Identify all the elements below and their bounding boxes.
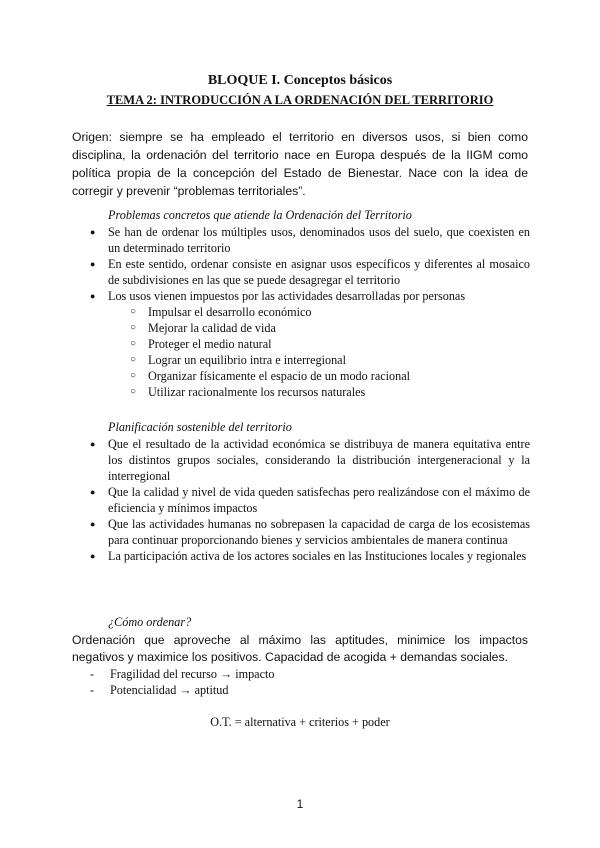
ot-formula: O.T. = alternativa + criterios + poder (210, 715, 390, 729)
how-paragraph: Ordenación que aproveche al máximo las aptitudes, minimice los impactos negativos y maximice los positivos. Capacidad de acogida + demandas sociales. (72, 633, 528, 664)
topic-title: TEMA 2: INTRODUCCIÓN A LA ORDENACIÓN DEL TERRITORIO (106, 93, 494, 107)
sublist-item: ○ Impulsar el desarrollo económico (108, 304, 530, 320)
list-item: ● La participación activa de los actores sociales en las Instituciones locales y regionales (90, 548, 530, 564)
list-item: ● En este sentido, ordenar consiste en asignar usos específicos y diferentes al mosaico de subdivisiones en las que se puede desagregar el territorio (90, 256, 530, 288)
goals-sublist (108, 304, 530, 400)
block-title: BLOQUE I. Conceptos básicos (207, 73, 393, 88)
factors-list (90, 666, 274, 698)
sublist-item: ○ Organizar físicamente el espacio de un modo racional (108, 368, 530, 384)
problems-list (90, 224, 530, 400)
planning-list (90, 436, 530, 564)
list-item: ● Que el resultado de la actividad económica se distribuya de manera equitativa entre los distintos grupos sociales, considerando la distribución intergeneracional y la interregional (90, 436, 530, 484)
sublist-item: ○ Mejorar la calidad de vida (108, 320, 530, 336)
list-item: - Potencialidad → aptitud (90, 682, 274, 698)
section-heading-planning: Planificación sostenible del territorio (108, 420, 292, 434)
list-item: ● Los usos vienen impuestos por las actividades desarrolladas por personas ○ Impulsar el desarrollo económico ○ Mejorar la calidad de vida ○ Proteger el medio natural ○ Lograr un equilibrio intra e interregional ○ Organizar físicamente el espacio de un modo racional ○ Utilizar racionalmente los recursos naturales (90, 288, 530, 400)
page-number: 1 (296, 797, 304, 811)
list-item: ● Se han de ordenar los múltiples usos, denominados usos del suelo, que coexisten en un determinado territorio (90, 224, 530, 256)
section-heading-how: ¿Cómo ordenar? (108, 615, 192, 629)
intro-paragraph: Origen: siempre se ha empleado el territorio en diversos usos, si bien como disciplina, la ordenación del territorio nace en Europa después de la IIGM como política propia de la concepción del Estado de Bienestar. Nace con la idea de corregir y prevenir “problemas territoriales”. (72, 130, 528, 198)
sublist-item: ○ Proteger el medio natural (108, 336, 530, 352)
list-item: - Fragilidad del recurso → impacto (90, 666, 274, 682)
sublist-item: ○ Utilizar racionalmente los recursos naturales (108, 384, 530, 400)
section-heading-problems: Problemas concretos que atiende la Ordenación del Territorio (108, 208, 412, 222)
list-item: ● Que la calidad y nivel de vida queden satisfechas pero realizándose con el máximo de eficiencia y mínimos impactos (90, 484, 530, 516)
sublist-item: ○ Lograr un equilibrio intra e interregional (108, 352, 530, 368)
list-item: ● Que las actividades humanas no sobrepasen la capacidad de carga de los ecosistemas para continuar proporcionando bienes y servicios ambientales de manera continua (90, 516, 530, 548)
